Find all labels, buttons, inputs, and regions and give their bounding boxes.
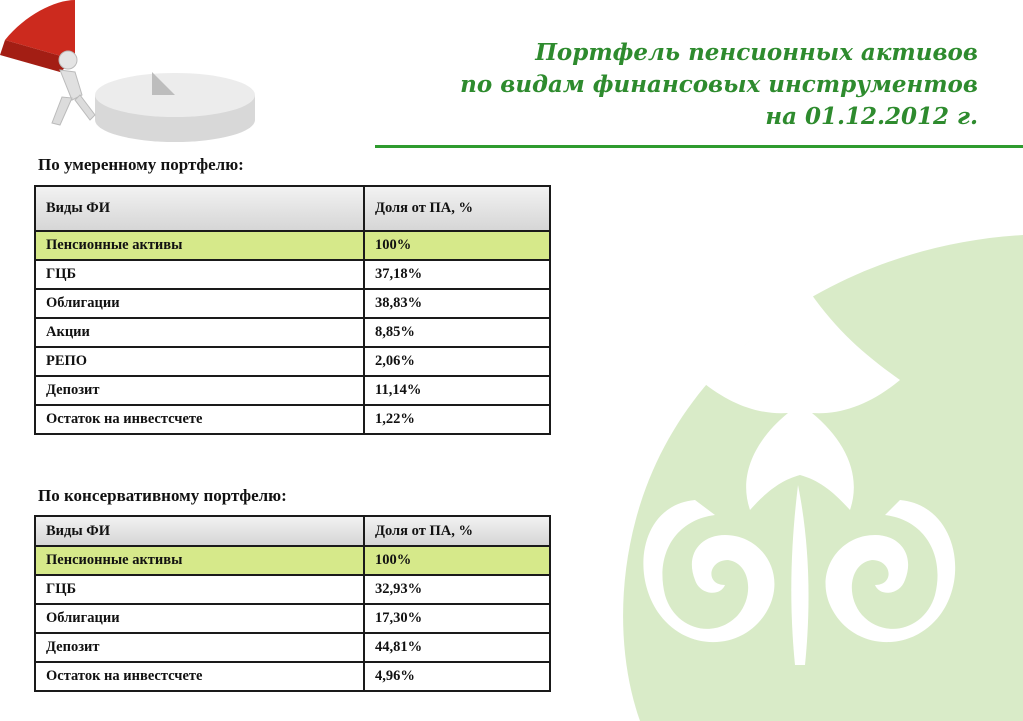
share-cell: 11,14% <box>364 376 550 405</box>
share-cell: 37,18% <box>364 260 550 289</box>
instrument-cell: Остаток на инвестсчете <box>35 662 364 691</box>
table-row <box>35 376 550 405</box>
title-underline <box>375 145 1023 148</box>
column-header: Доля от ПА, % <box>364 186 550 231</box>
instrument-cell: Пенсионные активы <box>35 546 364 575</box>
share-cell: 2,06% <box>364 347 550 376</box>
table-row <box>35 633 550 662</box>
column-header: Доля от ПА, % <box>364 516 550 546</box>
moderate-portfolio-heading: По умеренному портфелю: <box>38 155 244 174</box>
share-cell: 17,30% <box>364 604 550 633</box>
table-row <box>35 231 550 260</box>
table-row <box>35 289 550 318</box>
instrument-cell: РЕПО <box>35 347 364 376</box>
instrument-cell: Депозит <box>35 633 364 662</box>
conservative-portfolio-heading: По консервативному портфелю: <box>38 486 287 505</box>
share-cell: 100% <box>364 231 550 260</box>
logo-watermark <box>600 235 1023 721</box>
table-header-row <box>35 516 550 546</box>
instrument-cell: ГЦБ <box>35 260 364 289</box>
table-row <box>35 546 550 575</box>
table-row <box>35 347 550 376</box>
moderate-portfolio-table <box>34 185 551 435</box>
share-cell: 1,22% <box>364 405 550 434</box>
table-row <box>35 405 550 434</box>
table-header-row <box>35 186 550 231</box>
instrument-cell: ГЦБ <box>35 575 364 604</box>
title-line-2: по видам финансовых инструментов <box>460 71 978 98</box>
share-cell: 32,93% <box>364 575 550 604</box>
share-cell: 4,96% <box>364 662 550 691</box>
page-title <box>358 37 978 133</box>
share-cell: 44,81% <box>364 633 550 662</box>
instrument-cell: Депозит <box>35 376 364 405</box>
table-row <box>35 662 550 691</box>
table-row <box>35 575 550 604</box>
share-cell: 100% <box>364 546 550 575</box>
instrument-cell: Облигации <box>35 289 364 318</box>
table-row <box>35 604 550 633</box>
column-header: Виды ФИ <box>35 516 364 546</box>
instrument-cell: Остаток на инвестсчете <box>35 405 364 434</box>
share-cell: 38,83% <box>364 289 550 318</box>
instrument-cell: Пенсионные активы <box>35 231 364 260</box>
pie-chart-figure-illustration <box>0 0 260 148</box>
title-line-3: на 01.12.2012 г. <box>765 103 978 130</box>
table-row <box>35 260 550 289</box>
instrument-cell: Акции <box>35 318 364 347</box>
share-cell: 8,85% <box>364 318 550 347</box>
instrument-cell: Облигации <box>35 604 364 633</box>
table-row <box>35 318 550 347</box>
column-header: Виды ФИ <box>35 186 364 231</box>
title-line-1: Портфель пенсионных активов <box>535 39 978 66</box>
conservative-portfolio-table <box>34 515 551 692</box>
